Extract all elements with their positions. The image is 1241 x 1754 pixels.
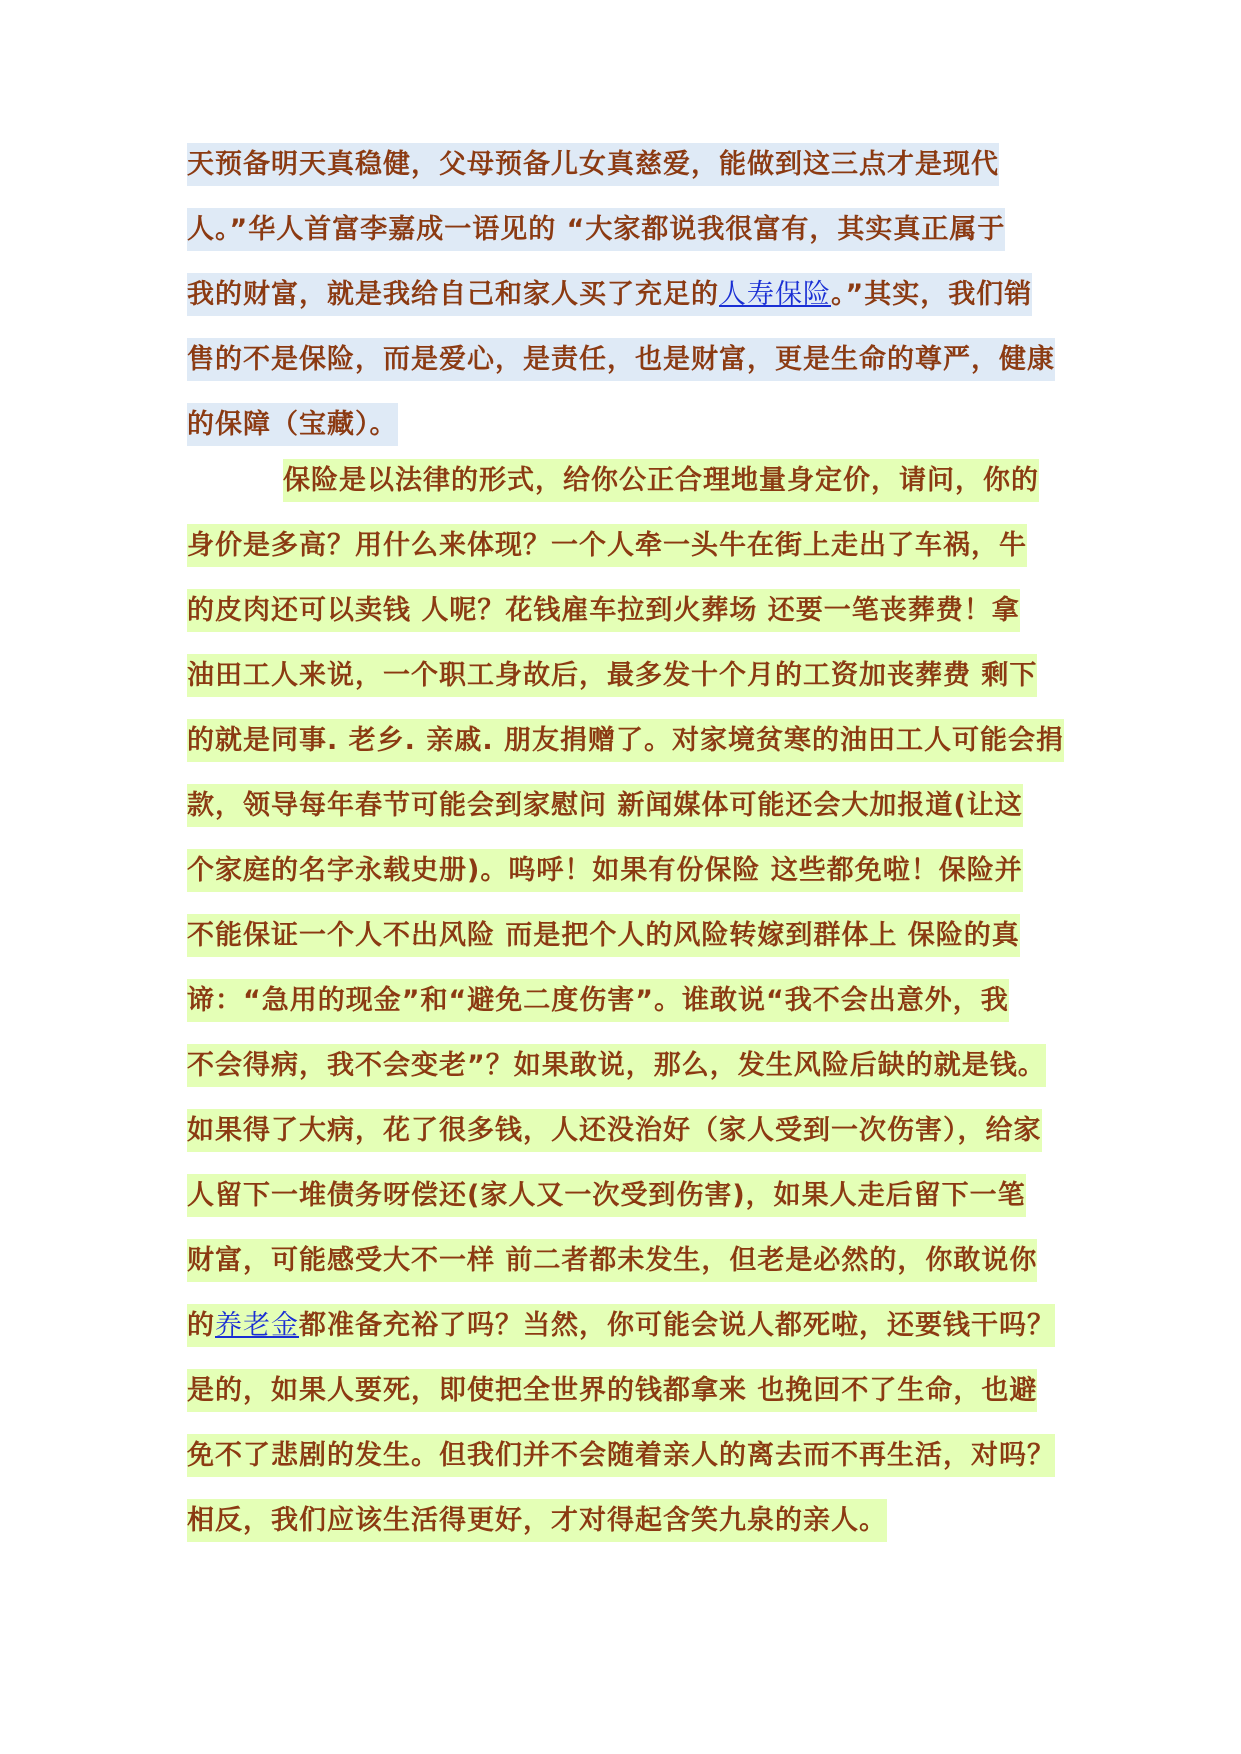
text-line xyxy=(187,132,1055,197)
text-span: 人留下一堆债务呀偿还(家人又一次受到伤害)，如果人走后留下一笔 xyxy=(187,1174,1026,1217)
text-line xyxy=(187,968,1064,1033)
text-line xyxy=(187,262,1055,327)
link-life-insurance[interactable]: 人寿保险 xyxy=(719,279,831,310)
text-span: 保险是以法律的形式，给你公正合理地量身定价，请问，你的 xyxy=(283,459,1039,502)
text-span: 如果得了大病，花了很多钱，人还没治好（家人受到一次伤害），给家 xyxy=(187,1109,1042,1152)
text-span: 是的，如果人要死，即使把全世界的钱都拿来 也挽回不了生命，也避 xyxy=(187,1369,1037,1412)
text-line xyxy=(187,513,1064,578)
text-line xyxy=(187,643,1064,708)
text-span: 我的财富，就是我给自己和家人买了充足的 xyxy=(187,273,719,316)
text-line xyxy=(187,903,1064,968)
text-span: 免不了悲剧的发生。但我们并不会随着亲人的离去而不再生活，对吗？ xyxy=(187,1434,1055,1477)
text-line xyxy=(187,838,1064,903)
text-line xyxy=(187,1163,1064,1228)
text-line xyxy=(187,1293,1064,1358)
text-line xyxy=(187,708,1064,773)
text-span: 款，领导每年春节可能会到家慰问 新闻媒体可能还会大加报道(让这 xyxy=(187,784,1023,827)
text-span: 谛：“急用的现金”和“避免二度伤害”。谁敢说“我不会出意外，我 xyxy=(187,979,1009,1022)
text-line xyxy=(187,578,1064,643)
text-line xyxy=(187,773,1064,838)
text-span: 的 xyxy=(187,1304,215,1347)
text-line xyxy=(187,1033,1064,1098)
text-span: 不会得病，我不会变老”？如果敢说，那么，发生风险后缺的就是钱。 xyxy=(187,1044,1046,1087)
text-span: 的皮肉还可以卖钱 人呢？花钱雇车拉到火葬场 还要一笔丧葬费！拿 xyxy=(187,589,1020,632)
paragraph-2 xyxy=(187,448,1064,1553)
text-span: 身价是多高？用什么来体现？一个人牵一头牛在街上走出了车祸，牛 xyxy=(187,524,1027,567)
text-span: 都准备充裕了吗？当然，你可能会说人都死啦，还要钱干吗？ xyxy=(299,1304,1055,1347)
link-pension[interactable]: 养老金 xyxy=(215,1310,299,1341)
text-line xyxy=(187,1488,1064,1553)
text-span: 相反，我们应该生活得更好，才对得起含笑九泉的亲人。 xyxy=(187,1499,887,1542)
text-line xyxy=(187,1423,1064,1488)
text-line xyxy=(187,197,1055,262)
text-span: 不能保证一个人不出风险 而是把个人的风险转嫁到群体上 保险的真 xyxy=(187,914,1020,957)
text-span: 。”其实，我们销 xyxy=(831,273,1032,316)
text-span: 人。”华人首富李嘉成一语见的 “大家都说我很富有，其实真正属于 xyxy=(187,208,1005,251)
text-span: 售的不是保险，而是爱心，是责任，也是财富，更是生命的尊严，健康 xyxy=(187,338,1055,381)
text-span: 的保障（宝藏）。 xyxy=(187,403,398,446)
text-span: 个家庭的名字永载史册)。呜呼！如果有份保险 这些都免啦！保险并 xyxy=(187,849,1023,892)
text-line xyxy=(187,1358,1064,1423)
text-line xyxy=(187,448,1064,513)
paragraph-1 xyxy=(187,132,1055,457)
text-line xyxy=(187,1098,1064,1163)
text-span: 的就是同事. 老乡. 亲戚. 朋友捐赠了。对家境贫寒的油田工人可能会捐 xyxy=(187,719,1064,762)
text-span: 油田工人来说，一个职工身故后，最多发十个月的工资加丧葬费 剩下 xyxy=(187,654,1037,697)
text-span: 财富，可能感受大不一样 前二者都未发生，但老是必然的，你敢说你 xyxy=(187,1239,1037,1282)
text-line xyxy=(187,327,1055,392)
text-span: 天预备明天真稳健，父母预备儿女真慈爱，能做到这三点才是现代 xyxy=(187,143,999,186)
text-line xyxy=(187,1228,1064,1293)
